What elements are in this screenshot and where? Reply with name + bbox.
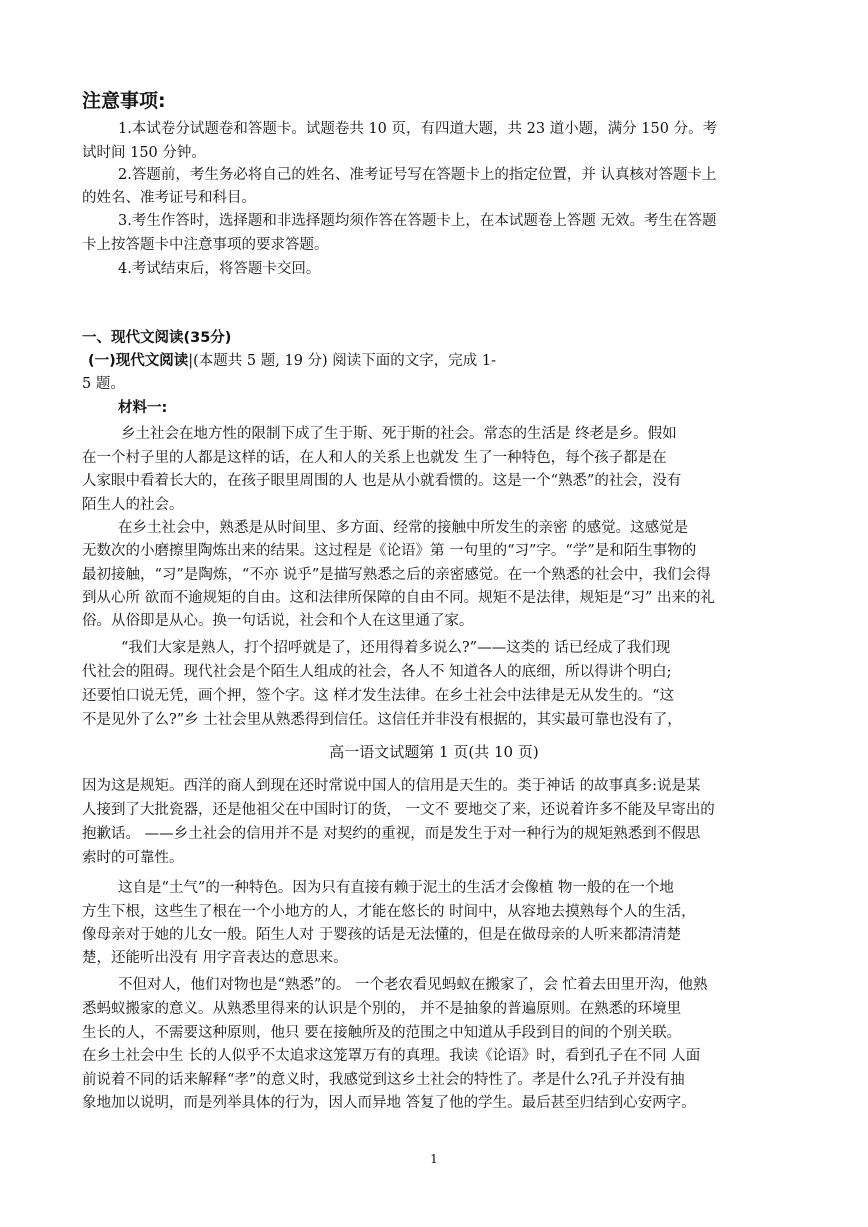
page-footer: 高一语文试题第 1 页(共 10 页) [329, 743, 539, 761]
p4-line-1: 因为这是规矩。西洋的商人到现在还时常说中国人的信用是天生的。类于神话 的故事真多:说是某 [82, 778, 701, 794]
p4-line-4: 索时的可靠性。 [82, 850, 184, 866]
subsection-title: (一)现代文阅读 [88, 353, 189, 369]
p3-line-3: 还要怕口说无凭，画个押，签个字。这 样才发生法律。在乡土社会中法律是无从发生的。“这 [82, 688, 675, 704]
p4-line-3: 抱歉话。 ——乡土社会的信用并不是 对契约的重视，而是发生于对一种行为的规矩熟悉到不假思 [82, 826, 701, 842]
notice-item-3-line-1: 3.考生作答时，选择题和非选择题均须作答在答题卡上，在本试题卷上答题 无效。考生在答题 [118, 213, 717, 229]
subsection-heading [88, 349, 798, 373]
material-label: 材料一: [118, 400, 168, 416]
section-title: 一、现代文阅读(35分) [82, 330, 232, 346]
p2-line-4: 到从心所 欲而不逾规矩的自由。这和法律所保障的自由不同。规矩不是法律，规矩是“习” 出来的礼 [82, 590, 716, 606]
p2-line-1: 在乡土社会中，熟悉是从时间里、多方面、经常的接触中所发生的亲密 的感觉。这感觉是 [118, 520, 689, 536]
p1-line-2: 在一个村子里的人都是这样的话，在人和人的关系上也就发 生了一种特色，每个孩子都是在 [82, 450, 667, 466]
p1-line-4: 陌生人的社会。 [82, 497, 184, 513]
p6-line-5: 前说着不同的话来解释“孝”的意义时，我感觉到这乡土社会的特性了。孝是什么?孔子并没有抽 [82, 1072, 685, 1088]
notice-item-2-line-1: 2.答题前，考生务必将自己的姓名、准考证号写在答题卡上的指定位置，并 认真核对答题卡上 [118, 167, 717, 183]
p5-line-2: 方生下根，这些生了根在一个小地方的人，才能在悠长的 时间中，从容地去摸熟每个人的生活， [82, 904, 696, 920]
notice-item-4: 4.考试结束后，将答题卡交回。 [118, 261, 321, 277]
page-number: 1 [430, 1152, 438, 1166]
p1-line-3: 人家眼中看着长大的，在孩子眼里周围的人 也是从小就看惯的。这是一个“熟悉”的社会，没有 [82, 473, 682, 489]
p3-line-4: 不是见外了么?”乡 土社会里从熟悉得到信任。这信任并非没有根据的，其实最可靠也没有了， [82, 712, 682, 728]
p2-line-3: 最初接触，“习”是陶炼，“不亦 说乎”是描写熟悉之后的亲密感觉。在一个熟悉的社会中，我们会得 [82, 567, 711, 583]
p2-line-2: 无数次的小磨擦里陶炼出来的结果。这过程是《论语》第 一句里的“习”字。“学”是和陌生事物的 [82, 543, 697, 559]
notice-item-1-line-1: 1.本试卷分试题卷和答题卡。试题卷共 10 页，有四道大题，共 23 道小题，满分 150 分。考 [118, 121, 718, 137]
p5-line-4: 楚，还能听出没有 用字音表达的意思来。 [82, 950, 348, 966]
p3-line-1: “我们大家是熟人，打个招呼就是了，还用得着多说么?”——这类的 话已经成了我们现 [121, 640, 671, 656]
p5-line-3: 像母亲对于她的儿女一般。陌生人对 于婴孩的话是无法懂的，但是在做母亲的人听来都清清楚 [82, 927, 682, 943]
notice-item-1-line-2: 试时间 150 分钟。 [82, 145, 206, 161]
p2-line-5: 俗。从俗即是从心。换一句话说，社会和个人在这里通了家。 [82, 613, 474, 629]
p6-line-6: 象地加以说明，而是列举具体的行为，因人而异地 答复了他的学生。最后甚至归结到心安两字。 [82, 1095, 696, 1111]
subsection-instruction: |(本题共 5 题, 19 分) 阅读下面的文字，完成 1- [188, 353, 497, 369]
p4-line-2: 人接到了大批瓷器，还是他祖父在中国时订的货， 一文不 要地交了来，还说着许多不能及早寄出的 [82, 802, 715, 818]
p5-line-1: 这自是“土气”的一种特色。因为只有直接有赖于泥土的生活才会像植 物一般的在一个地 [118, 880, 674, 896]
notice-title: 注意事项: [82, 90, 166, 112]
p6-line-1: 不但对人，他们对物也是“熟悉”的。 一个老农看见蚂蚁在搬家了，会 忙着去田里开沟，他熟 [118, 977, 708, 993]
notice-item-3-line-2: 卡上按答题卡中注意事项的要求答题。 [82, 237, 329, 253]
p3-line-2: 代社会的阻碍。现代社会是个陌生人组成的社会，各人不 知道各人的底细，所以得讲个明白; [82, 664, 672, 680]
p6-line-2: 悉蚂蚁搬家的意义。从熟悉里得来的认识是个别的， 并不是抽象的普遍原则。在熟悉的环境里 [82, 1001, 682, 1017]
notice-item-2-line-2: 的姓名、准考证号和科目。 [82, 190, 256, 206]
p1-line-1: 乡土社会在地方性的限制下成了生于斯、死于斯的社会。常态的生活是 终老是乡。假如 [121, 426, 677, 442]
p6-line-4: 在乡土社会中生 长的人似乎不太追求这笼罩万有的真理。我读《论语》时，看到孔子在不同 人面 [82, 1048, 701, 1064]
subsection-instruction-cont: 5 题。 [82, 376, 125, 392]
p6-line-3: 生长的人，不需要这种原则，他只 要在接触所及的范围之中知道从手段到目的间的个别关联。 [82, 1025, 682, 1041]
